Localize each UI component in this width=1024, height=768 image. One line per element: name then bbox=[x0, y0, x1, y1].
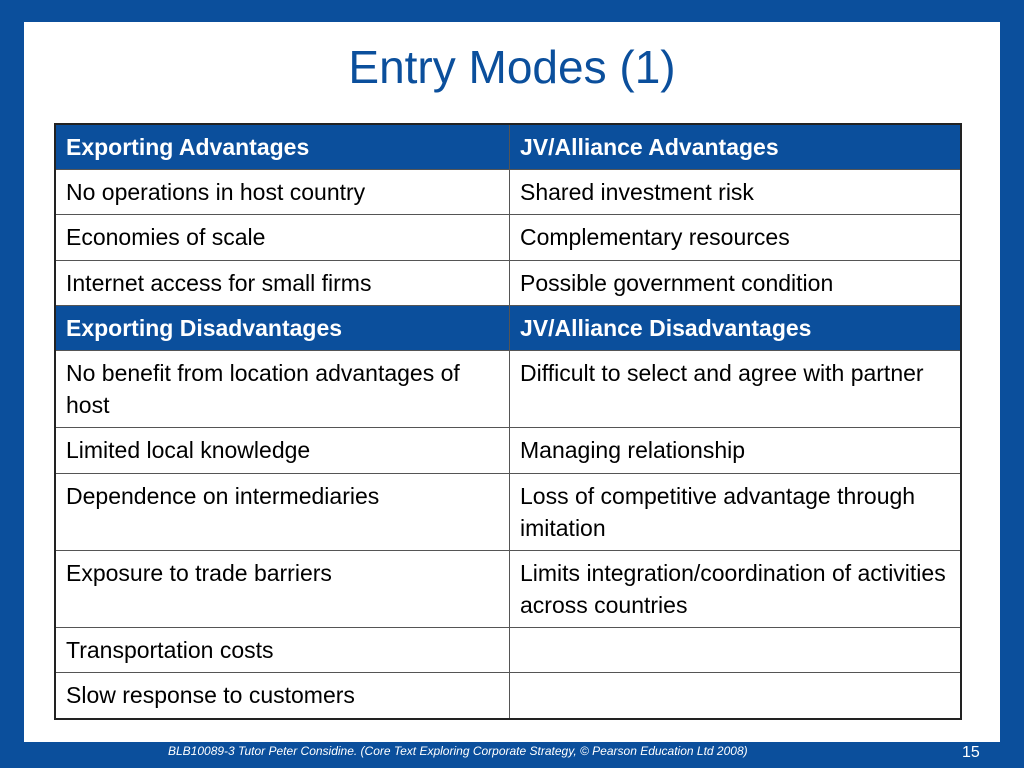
table-cell: Internet access for small firms bbox=[55, 260, 510, 305]
table-cell: No operations in host country bbox=[55, 170, 510, 215]
table-row bbox=[55, 260, 961, 305]
table-row bbox=[55, 550, 961, 627]
table-row bbox=[55, 428, 961, 473]
table-cell: Economies of scale bbox=[55, 215, 510, 260]
table-cell: Shared investment risk bbox=[510, 170, 962, 215]
table-header-row bbox=[55, 124, 961, 170]
table-cell: Exposure to trade barriers bbox=[55, 550, 510, 627]
table-row bbox=[55, 350, 961, 427]
slide-title: Entry Modes (1) bbox=[348, 41, 676, 93]
table-cell: Limits integration/coordination of activities across countries bbox=[510, 550, 962, 627]
table-cell bbox=[510, 628, 962, 673]
table-row bbox=[55, 628, 961, 673]
table-header-cell: Exporting Disadvantages bbox=[55, 305, 510, 350]
table-cell: Difficult to select and agree with partner bbox=[510, 350, 962, 427]
table-row bbox=[55, 473, 961, 550]
table-row bbox=[55, 215, 961, 260]
table-cell: No benefit from location advantages of host bbox=[55, 350, 510, 427]
table-row bbox=[55, 673, 961, 719]
table-header-cell: Exporting Advantages bbox=[55, 124, 510, 170]
table-header-cell: JV/Alliance Advantages bbox=[510, 124, 962, 170]
table-cell: Complementary resources bbox=[510, 215, 962, 260]
table-cell: Dependence on intermediaries bbox=[55, 473, 510, 550]
table-cell: Loss of competitive advantage through imitation bbox=[510, 473, 962, 550]
table-header-row bbox=[55, 305, 961, 350]
table-cell: Transportation costs bbox=[55, 628, 510, 673]
page-number: 15 bbox=[962, 744, 980, 761]
entry-modes-table bbox=[54, 123, 962, 720]
slide-footer: BLB10089-3 Tutor Peter Considine. (Core Text Exploring Corporate Strategy, © Pearson Education Ltd 2008) bbox=[168, 744, 748, 758]
table-header-cell: JV/Alliance Disadvantages bbox=[510, 305, 962, 350]
table-cell: Limited local knowledge bbox=[55, 428, 510, 473]
table-cell bbox=[510, 673, 962, 719]
table-cell: Slow response to customers bbox=[55, 673, 510, 719]
table-row bbox=[55, 170, 961, 215]
table-cell: Possible government condition bbox=[510, 260, 962, 305]
table-cell: Managing relationship bbox=[510, 428, 962, 473]
